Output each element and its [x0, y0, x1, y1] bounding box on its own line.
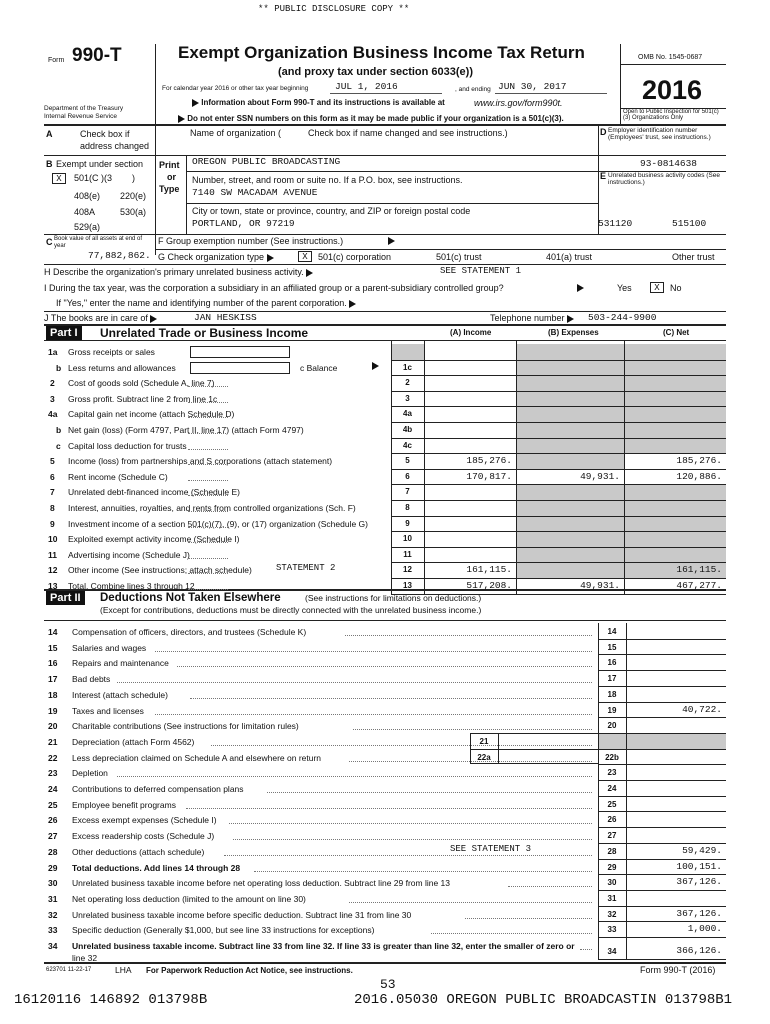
part2-line-desc: Depletion — [72, 768, 108, 779]
part1-line-box: 7 — [405, 487, 410, 497]
box-1c-label: 1c — [403, 362, 412, 372]
address-changed-text-2: address changed — [80, 141, 150, 151]
line-b-label: B — [46, 159, 53, 169]
part2-line-no: 20 — [48, 721, 58, 732]
part1-line-no: 1a — [48, 347, 58, 357]
j-line-label: J The books are in care of — [44, 314, 157, 324]
part2-line-desc: Total deductions. Add lines 14 through 28 — [72, 862, 241, 873]
part1-line-no: 13 — [48, 581, 58, 591]
part1-line-box: 9 — [405, 518, 410, 528]
part1-line-box: 4c — [403, 440, 412, 450]
org-name-instruction: Check box if name changed and see instructions.) — [308, 128, 508, 138]
line-a-label: A — [46, 129, 53, 139]
form-number: 990-T — [72, 45, 122, 66]
part2-line-desc: Bad debts — [72, 674, 111, 685]
408e-label: 408(e) — [74, 191, 101, 201]
part1-income-value: 517,208. — [466, 580, 512, 591]
part2-line-box: 26 — [607, 815, 617, 825]
line34-continuation: line 32 — [72, 953, 98, 963]
part2-line-desc: Less depreciation claimed on Schedule A and elsewhere on return — [72, 752, 322, 763]
part2-subtitle: (Except for contributions, deductions must be directly connected with the unrelated business income.) — [100, 605, 482, 615]
form-title: Exempt Organization Business Income Tax Return — [178, 43, 585, 62]
part2-line-no: 28 — [48, 846, 58, 857]
part1-line-desc: Other income (See instructions; attach schedule) — [68, 565, 252, 576]
part2-line-box: 31 — [607, 893, 617, 903]
part2-line-box: 20 — [607, 721, 617, 731]
print-label: Print — [159, 160, 180, 170]
part1-line-box: 4a — [403, 409, 412, 419]
org-name-label: Name of organization ( — [190, 128, 282, 138]
part1-line-desc: Less returns and allowances — [68, 362, 176, 373]
part2-line-no: 26 — [48, 815, 58, 826]
part1-expense-value: 49,931. — [580, 580, 620, 591]
part2-line-desc: Depreciation (attach Form 4562) — [72, 736, 195, 747]
part1-line-no: 11 — [48, 549, 57, 560]
begin-date: JUL 1, 2016 — [335, 81, 398, 92]
part1-line-no: 5 — [50, 456, 55, 467]
shade-expenses-line5 — [516, 453, 624, 469]
part1-line-no: c — [56, 440, 61, 451]
h-line-label: H Describe the organization's primary unrelated business activity. — [44, 268, 313, 278]
form-code: 623701 11-22-17 — [46, 967, 92, 973]
part2-line-desc: Unrelated business taxable income before specific deduction. Subtract line 31 from line 30 — [72, 909, 412, 920]
part2-line-box: 15 — [607, 642, 617, 652]
part2-line-value: 367,126. — [676, 876, 722, 888]
part2-line-box: 16 — [607, 658, 617, 668]
col-c-header: (C) Net — [663, 328, 690, 337]
part1-line-box: 13 — [403, 581, 412, 590]
part2-line-no: 15 — [48, 642, 58, 653]
part2-line-no: 30 — [48, 878, 58, 889]
type-label: Type — [159, 184, 180, 194]
501c-checkbox[interactable]: X — [52, 173, 66, 184]
part2-line-value: 1,000. — [687, 923, 722, 935]
part2-line-box: 24 — [607, 784, 617, 793]
ein-value: 93-0814638 — [640, 158, 698, 169]
other-trust-label: Other trust — [672, 252, 715, 262]
part1-line-box: 2 — [405, 378, 410, 388]
part1-line-box: 6 — [405, 471, 410, 481]
part2-line-no: 17 — [48, 674, 58, 685]
part2-line-no: 29 — [48, 862, 58, 873]
i-yes-label: Yes — [617, 283, 632, 293]
box-21-label: 21 — [479, 736, 489, 746]
form-subtitle: (and proxy tax under section 6033(e)) — [278, 66, 473, 78]
i-line-label: I During the tax year, was the corporation a subsidiary in an affiliated group or a parent-subsidiary controlled group? — [44, 283, 504, 293]
501c-close: ) — [132, 173, 135, 183]
part2-line-box: 32 — [607, 909, 617, 919]
calendar-year-text: For calendar year 2016 or other tax year beginning — [162, 85, 309, 92]
irs-label: Internal Revenue Service — [44, 113, 117, 120]
part2-line-desc: Repairs and maintenance — [72, 658, 169, 669]
part1-line-no: 10 — [48, 534, 58, 545]
page-number: 53 — [380, 977, 396, 992]
city-label: City or town, state or province, country, and ZIP or foreign postal code — [192, 206, 471, 216]
part1-line-no: 7 — [50, 487, 55, 498]
part1-line-no: 8 — [50, 503, 55, 513]
col-b-header: (B) Expenses — [548, 328, 599, 337]
f-arrow-icon — [388, 236, 395, 246]
omb-number: OMB No. 1545-0687 — [638, 54, 703, 61]
right-id: 2016.05030 OREGON PUBLIC BROADCASTIN 013798B1 — [354, 992, 733, 1008]
part2-title-note: (See instructions for limitations on deductions.) — [305, 593, 482, 603]
gross-receipts-input[interactable] — [190, 346, 290, 358]
part1-line-desc: Net gain (loss) (Form 4797, Part II, line 17) (attach Form 4797) — [68, 425, 304, 435]
balance-label: c Balance — [300, 362, 338, 373]
info-line: Information about Form 990-T and its instructions is available at — [192, 99, 445, 108]
part1-line-desc: Capital loss deduction for trusts — [68, 440, 187, 451]
part2-line-no: 14 — [48, 627, 58, 637]
part2-line-box: 22b — [605, 752, 619, 762]
tax-year: 2016 — [642, 75, 703, 105]
part1-line-desc: Cost of goods sold (Schedule A, line 7) — [68, 378, 215, 389]
part1-line-desc: Advertising income (Schedule J) — [68, 549, 190, 560]
part1-expense-value: 49,931. — [580, 470, 620, 482]
activity-codes-label: Unrelated business activity codes (See instructions.) — [608, 172, 721, 187]
part1-line-desc: Capital gain net income (attach Schedule D) — [68, 409, 235, 420]
part2-line-box: 27 — [607, 831, 617, 841]
part2-line-no: 24 — [48, 784, 58, 794]
501c-trust-label: 501(c) trust — [436, 252, 482, 262]
activity-code-2: 515100 — [672, 218, 707, 229]
i-arrow-icon — [577, 283, 584, 293]
org-name: OREGON PUBLIC BROADCASTING — [192, 156, 341, 167]
part1-line-no: 4a — [48, 409, 58, 420]
part2-line-no: 19 — [48, 705, 58, 716]
part2-line-box: 18 — [607, 689, 617, 699]
part1-line-no: 9 — [50, 518, 55, 529]
part1-label: Part I — [46, 326, 82, 340]
returns-allowances-input[interactable] — [190, 362, 290, 374]
401a-trust-label: 401(a) trust — [546, 252, 593, 262]
col-a-header: (A) Income — [450, 328, 492, 337]
part1-net-value: 467,277. — [676, 580, 722, 591]
501c-corp-label: 501(c) corporation — [318, 252, 392, 262]
ssn-warning: Do not enter SSN numbers on this form as it may be made public if your organization is a 501(c)(3). — [178, 115, 564, 124]
street-label: Number, street, and room or suite no. If a P.O. box, see instructions. — [192, 175, 463, 185]
part2-line-no: 25 — [48, 799, 58, 810]
book-value: 77,882,862. — [88, 250, 151, 261]
part2-line-no: 31 — [48, 893, 58, 904]
part1-income-value: 185,276. — [466, 455, 512, 467]
part1-net-value: 161,115. — [676, 564, 722, 576]
part1-line-box: 5 — [405, 456, 410, 466]
529a-label: 529(a) — [74, 222, 101, 232]
part2-line-no: 34 — [48, 941, 58, 951]
dept-treasury: Department of the Treasury — [44, 105, 124, 112]
part1-net-value: 185,276. — [676, 455, 722, 467]
part2-label: Part II — [46, 591, 85, 605]
part1-line-box: 8 — [405, 503, 410, 512]
part1-line-box: 10 — [403, 534, 412, 544]
part2-line-value: 366,126. — [676, 945, 722, 956]
or-label: or — [167, 172, 176, 182]
public-disclosure-label: ** PUBLIC DISCLOSURE COPY ** — [258, 4, 410, 14]
open-to-public-inspection: Open to Public Inspection for 501(c)(3) Organizations Only — [623, 109, 719, 122]
ein-label: Employer identification number (Employees' trust, see instructions.) — [608, 127, 711, 142]
part1-income-value: 170,817. — [466, 470, 512, 482]
part2-line-box: 29 — [607, 862, 617, 872]
part2-line-box: 30 — [607, 878, 617, 888]
part1-line-no: 2 — [50, 378, 55, 389]
part1-line-box: 12 — [403, 565, 412, 575]
part2-line-no: 21 — [48, 736, 58, 747]
phone-value: 503-244-9900 — [588, 312, 657, 323]
part1-line-no: b — [56, 425, 62, 435]
530a-label: 530(a) — [120, 207, 147, 217]
part2-title: Deductions Not Taken Elsewhere — [100, 592, 281, 604]
part1-line-no: b — [56, 362, 62, 373]
end-date: JUN 30, 2017 — [498, 81, 567, 92]
part2-line-desc: Other deductions (attach schedule) — [72, 846, 205, 857]
part1-title: Unrelated Trade or Business Income — [100, 326, 309, 340]
part1-line-no: 3 — [50, 393, 55, 404]
part2-line-box: 33 — [607, 925, 617, 935]
line-e-label: E — [600, 171, 607, 181]
501c-label: 501(C )(3 — [74, 173, 113, 183]
balance-arrow-icon — [372, 362, 379, 372]
part2-line-box: 19 — [607, 705, 617, 715]
part1-line-desc: Gross receipts or sales — [68, 347, 155, 357]
part2-line-desc: Unrelated business taxable income before net operating loss deduction. Subtract line 29 from line 13 — [72, 878, 451, 889]
exempt-section-text: Exempt under section — [56, 159, 144, 169]
part1-line-desc: Gross profit. Subtract line 2 from line 1c — [68, 393, 218, 404]
lha-label: LHA — [115, 965, 132, 975]
part1-line-desc: Rent income (Schedule C) — [68, 471, 168, 482]
part2-line-desc: Interest (attach schedule) — [72, 689, 168, 700]
books-in-care-of: JAN HESKISS — [194, 312, 257, 323]
part2-line-box: 28 — [607, 846, 617, 856]
501c-corp-checkbox[interactable]: X — [298, 251, 312, 262]
shade-box-1a — [391, 344, 424, 360]
part1-line-no: 6 — [50, 471, 55, 482]
left-id: 16120116 146892 013798B — [14, 992, 208, 1008]
irs-url-link[interactable]: www.irs.gov/form990t. — [474, 98, 563, 108]
part2-line-box: 17 — [607, 674, 617, 684]
part2-line-desc: Contributions to deferred compensation plans — [72, 784, 244, 794]
part1-income-value: 161,115. — [466, 564, 512, 576]
part2-line-box: 34 — [607, 947, 617, 956]
activity-code-1: 531120 — [598, 218, 633, 229]
part2-line-value: 100,151. — [676, 860, 722, 872]
part2-line-desc: Excess exempt expenses (Schedule I) — [72, 815, 217, 826]
part1-line-desc: Unrelated debt-financed income (Schedule E) — [68, 487, 240, 498]
part2-line-no: 23 — [48, 768, 58, 779]
part2-line-no: 32 — [48, 909, 58, 920]
paperwork-notice: For Paperwork Reduction Act Notice, see instructions. — [146, 966, 353, 975]
part1-line-box: 3 — [405, 393, 410, 403]
phone-label: Telephone number — [490, 314, 574, 324]
address-changed-text: Check box if — [80, 129, 130, 139]
220e-label: 220(e) — [120, 191, 147, 201]
part2-line-desc: Specific deduction (Generally $1,000, but see line 33 instructions for exceptions) — [72, 925, 375, 936]
part2-line-box: 23 — [607, 768, 617, 778]
part2-line-desc: Compensation of officers, directors, and trustees (Schedule K) — [72, 627, 307, 637]
part2-line-desc: Net operating loss deduction (limited to the amount on line 30) — [72, 893, 306, 904]
org-type-label: G Check organization type — [158, 253, 274, 263]
part2-line-value: 367,126. — [676, 907, 722, 919]
statement-2-label: STATEMENT 2 — [276, 563, 336, 574]
street-value: 7140 SW MACADAM AVENUE — [192, 187, 318, 198]
part2-line-box: 25 — [607, 799, 617, 809]
part1-line-box: 4b — [402, 425, 413, 434]
part1-line-box: 11 — [403, 549, 412, 559]
part2-line-no: 33 — [48, 925, 58, 936]
part2-line-desc: Employee benefit programs — [72, 799, 176, 810]
part2-line-no: 16 — [48, 658, 58, 669]
i-no-checkbox[interactable]: X — [650, 282, 664, 293]
part1-line-desc: Exploited exempt activity income (Schedule I) — [68, 534, 240, 545]
part1-line-desc: Income (loss) from partnerships and S corporations (attach statement) — [68, 456, 333, 467]
form-ref: Form 990-T (2016) — [640, 965, 716, 975]
part2-line-desc: Salaries and wages — [72, 642, 147, 653]
408a-label: 408A — [74, 207, 96, 217]
part1-net-value: 120,886. — [676, 470, 722, 482]
part2-line-desc: Excess readership costs (Schedule J) — [72, 831, 215, 842]
line-d-label: D — [600, 127, 607, 137]
group-exemption-label: F Group exemption number (See instructions.) — [158, 236, 344, 246]
form-label: Form — [48, 57, 65, 64]
line-c-label: C — [46, 237, 53, 247]
part2-line-desc: Charitable contributions (See instructions for limitation rules) — [72, 721, 299, 732]
part2-line-value: 40,722. — [682, 703, 722, 715]
part2-line-no: 22 — [48, 752, 58, 763]
part2-line-box: 14 — [607, 627, 617, 636]
part2-line-desc: Taxes and licenses — [72, 705, 144, 716]
i-no-label: No — [670, 283, 682, 293]
shade-line21 — [598, 733, 726, 749]
part1-line-desc: Investment income of a section 501(c)(7), (9), or (17) organization (Schedule G) — [68, 518, 368, 529]
i-parent-line: If "Yes," enter the name and identifying number of the parent corporation. — [56, 299, 356, 309]
part2-line-desc: Unrelated business taxable income. Subtract line 33 from line 32. If line 33 is greater than line 32, enter the smaller of zero or — [72, 941, 575, 951]
city-value: PORTLAND, OR 97219 — [192, 218, 295, 229]
part2-line-value: 59,429. — [682, 844, 722, 856]
and-ending-text: , and ending — [455, 86, 491, 93]
h-value: SEE STATEMENT 1 — [440, 266, 522, 276]
shade-expenses-line12 — [516, 562, 624, 578]
book-value-label: Book value of all assets at end of year — [54, 236, 143, 249]
part1-line-no: 12 — [48, 565, 58, 576]
part1-line-desc: Total. Combine lines 3 through 12 — [68, 581, 195, 591]
part2-line-no: 27 — [48, 831, 58, 842]
part1-line-desc: Interest, annuities, royalties, and rents from controlled organizations (Sch. F) — [68, 503, 356, 513]
part2-line-no: 18 — [48, 689, 58, 700]
statement-3-label: SEE STATEMENT 3 — [450, 843, 532, 854]
box-22a-label: 22a — [477, 752, 491, 762]
